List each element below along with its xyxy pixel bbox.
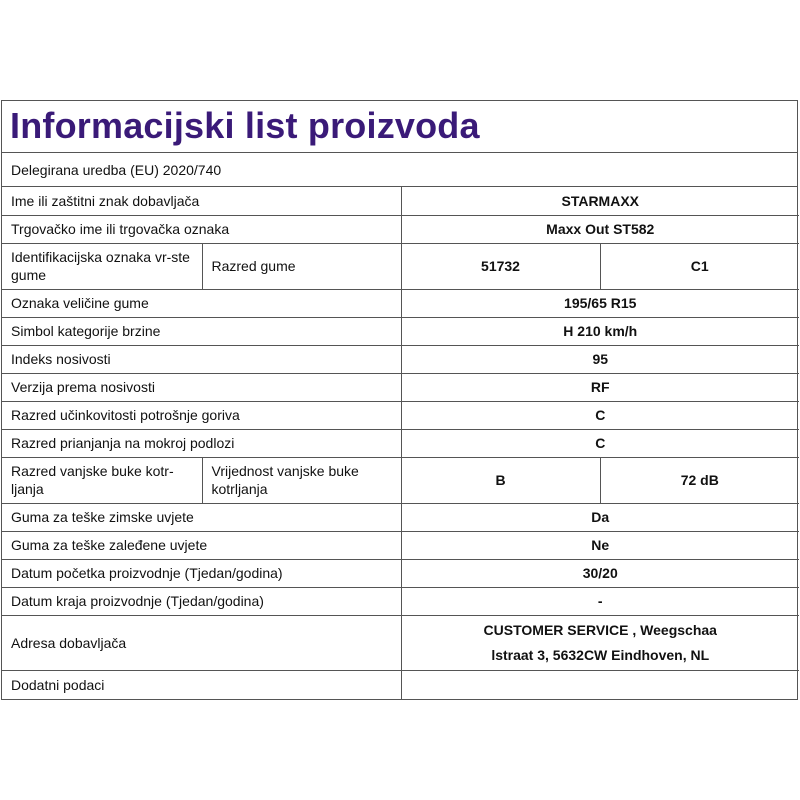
tyre-class-label: Razred gume: [202, 243, 401, 289]
size-label: Oznaka veličine gume: [2, 289, 401, 317]
production-start-label: Datum početka proizvodnje (Tjedan/godina): [2, 559, 401, 587]
production-end-label: Datum kraja proizvodnje (Tjedan/godina): [2, 587, 401, 615]
table-row: [2, 559, 799, 587]
snow-label: Guma za teške zimske uvjete: [2, 503, 401, 531]
load-version-value: RF: [401, 373, 799, 401]
fuel-efficiency-label: Razred učinkovitosti potrošnje goriva: [2, 401, 401, 429]
ice-label: Guma za teške zaleđene uvjete: [2, 531, 401, 559]
type-id-value: 51732: [401, 243, 600, 289]
table-row: [2, 243, 799, 289]
noise-value-label: Vrijednost vanjske buke kotrljanja: [202, 457, 401, 503]
product-information-sheet: [1, 100, 798, 700]
noise-db-value: 72 dB: [600, 457, 799, 503]
table-row: [2, 587, 799, 615]
additional-info-value: [401, 670, 799, 699]
wet-grip-label: Razred prianjanja na mokroj podlozi: [2, 429, 401, 457]
noise-class-value: B: [401, 457, 600, 503]
trade-name-label: Trgovačko ime ili trgovačka oznaka: [2, 215, 401, 243]
table-row: [2, 345, 799, 373]
tyre-class-value: C1: [600, 243, 799, 289]
noise-class-label: Razred vanjske buke kotr-ljanja: [2, 457, 202, 503]
table-row: [2, 429, 799, 457]
table-row: [2, 373, 799, 401]
size-value: 195/65 R15: [401, 289, 799, 317]
load-index-label: Indeks nosivosti: [2, 345, 401, 373]
fuel-efficiency-value: C: [401, 401, 799, 429]
snow-value: Da: [401, 503, 799, 531]
load-index-value: 95: [401, 345, 799, 373]
load-version-label: Verzija prema nosivosti: [2, 373, 401, 401]
wet-grip-value: C: [401, 429, 799, 457]
table-row: [2, 503, 799, 531]
speed-label: Simbol kategorije brzine: [2, 317, 401, 345]
table-row: [2, 317, 799, 345]
supplier-address-value: CUSTOMER SERVICE , Weegschaa lstraat 3, 5632CW Eindhoven, NL: [401, 615, 799, 670]
additional-info-label: Dodatni podaci: [2, 670, 401, 699]
type-id-label: Identifikacijska oznaka vr-ste gume: [2, 243, 202, 289]
supplier-value: STARMAXX: [401, 187, 799, 215]
table-row: [2, 215, 799, 243]
table-row: [2, 289, 799, 317]
ice-value: Ne: [401, 531, 799, 559]
table-row: [2, 615, 799, 670]
page-title: Informacijski list proizvoda: [2, 101, 797, 153]
table-row: [2, 531, 799, 559]
product-info-table: [2, 187, 799, 699]
regulation-subtitle: Delegirana uredba (EU) 2020/740: [2, 153, 797, 187]
table-row: [2, 401, 799, 429]
production-end-value: -: [401, 587, 799, 615]
table-row: [2, 187, 799, 215]
table-row: [2, 670, 799, 699]
supplier-address-label: Adresa dobavljača: [2, 615, 401, 670]
production-start-value: 30/20: [401, 559, 799, 587]
trade-name-value: Maxx Out ST582: [401, 215, 799, 243]
speed-value: H 210 km/h: [401, 317, 799, 345]
supplier-label: Ime ili zaštitni znak dobavljača: [2, 187, 401, 215]
table-row: [2, 457, 799, 503]
